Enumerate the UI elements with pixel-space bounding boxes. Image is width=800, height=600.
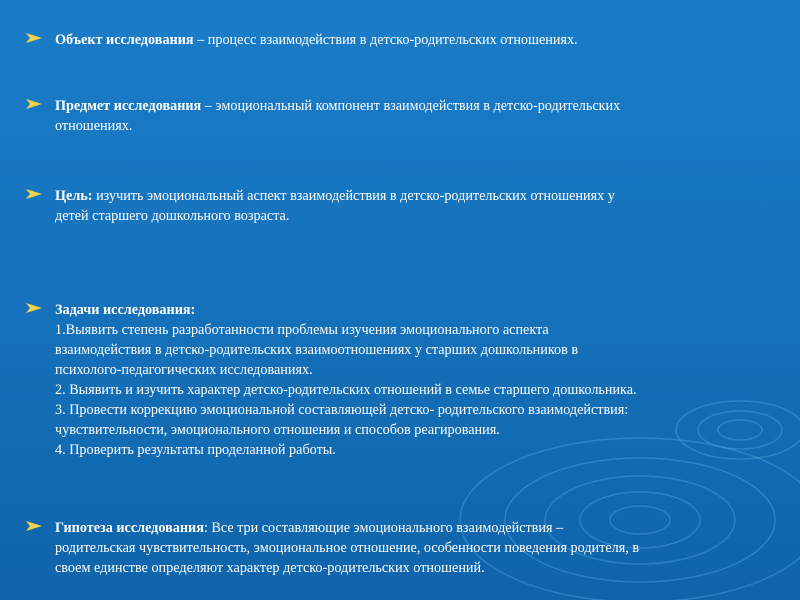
- item-goal-line: детей старшего дошкольного возраста.: [55, 208, 290, 224]
- arrow-bullet-icon: [24, 519, 44, 533]
- item-tasks-line: 3. Провести коррекцию эмоциональной составляющей детско- родительского взаимодействия:: [55, 402, 629, 418]
- item-tasks-text: [55, 300, 795, 460]
- arrow-bullet-icon: [24, 301, 44, 315]
- item-tasks-line: взаимодействия в детско-родительских взаимоотношениях у старших дошкольников в: [55, 342, 579, 358]
- item-tasks-line: психолого-педагогических исследованиях.: [55, 362, 313, 378]
- item-tasks-line: 4. Проверить результаты проделанной работы.: [55, 442, 336, 458]
- arrow-bullet-icon: [24, 31, 44, 45]
- item-hypothesis-line: родительская чувствительность, эмоциональное отношение, особенности поведения родителя, в: [55, 540, 640, 556]
- item-hypothesis-text: [55, 518, 795, 578]
- arrow-bullet-icon: [24, 97, 44, 111]
- arrow-bullet-icon: [24, 187, 44, 201]
- item-hypothesis-line: своем единстве определяют характер детско-родительских отношений.: [55, 560, 485, 576]
- item-object-line: – процесс взаимодействия в детско-родительских отношениях.: [193, 32, 578, 48]
- item-subject-term: Предмет исследования: [55, 98, 202, 114]
- item-object-text: [55, 30, 795, 50]
- item-tasks-term: Задачи исследования:: [55, 302, 196, 318]
- item-subject-line: – эмоциональный компонент взаимодействия в детско-родительских: [201, 98, 621, 114]
- item-subject-line: отношениях.: [55, 118, 133, 134]
- item-hypothesis-line: : Все три составляющие эмоционального взаимодействия –: [203, 520, 564, 536]
- item-goal-line: изучить эмоциональный аспект взаимодействия в детско-родительских отношениях у: [92, 188, 615, 204]
- item-subject-text: [55, 96, 795, 136]
- item-hypothesis-term: Гипотеза исследования: [55, 520, 204, 536]
- item-tasks-line: чувствительности, эмоционального отношения и способов реагирования.: [55, 422, 500, 438]
- item-tasks-line: 1.Выявить степень разработанности проблемы изучения эмоционального аспекта: [55, 322, 549, 338]
- item-goal-text: [55, 186, 795, 226]
- item-goal-term: Цель:: [55, 188, 93, 204]
- item-object-term: Объект исследования: [55, 32, 194, 48]
- item-tasks-line: 2. Выявить и изучить характер детско-родительских отношений в семье старшего дошкольника.: [55, 382, 637, 398]
